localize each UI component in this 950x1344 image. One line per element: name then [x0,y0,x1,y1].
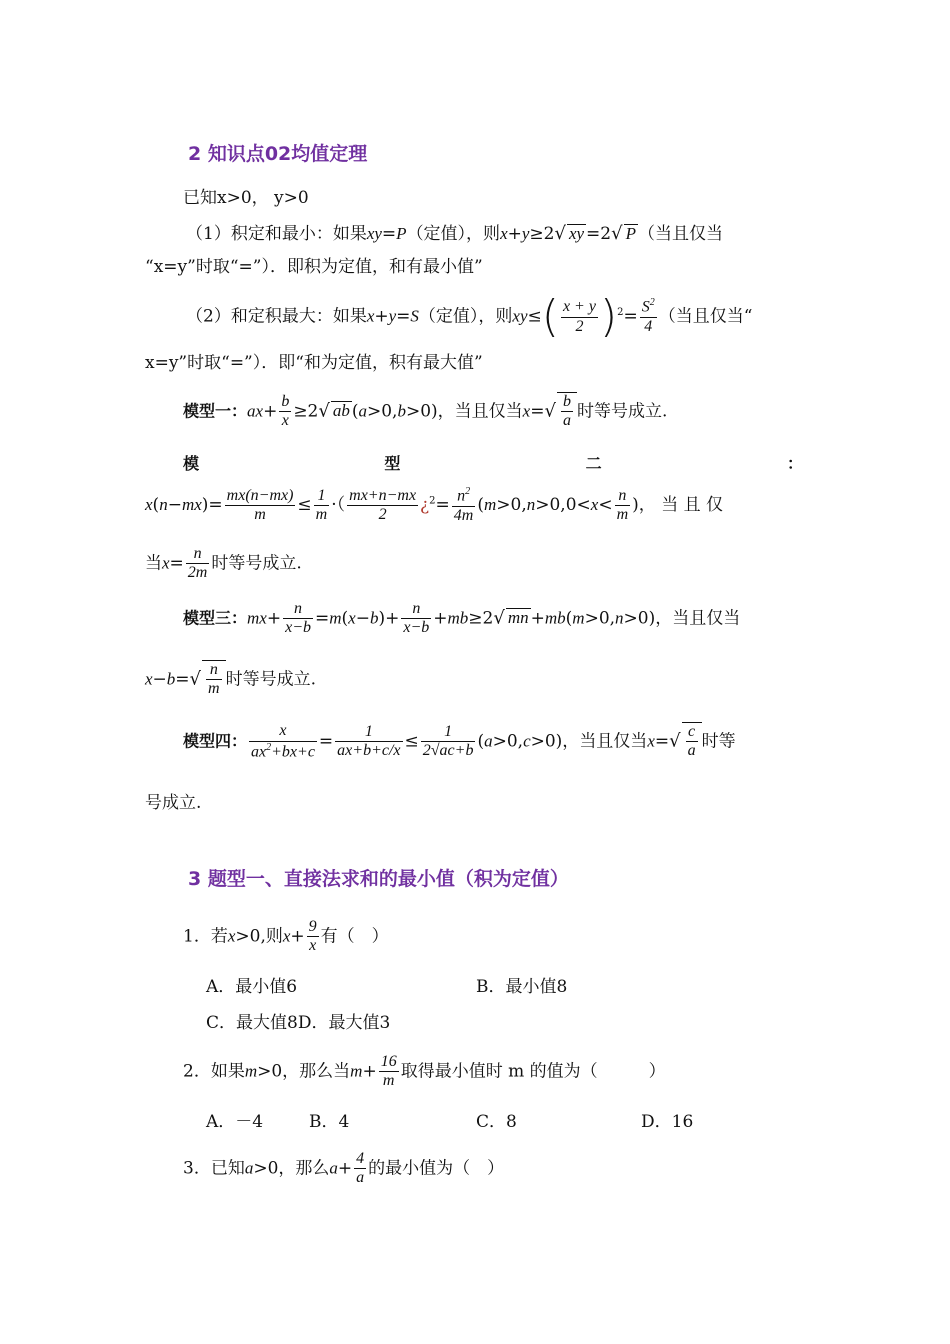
q2-option-c: C．8 [476,1112,517,1132]
q1-option-a: A．最小值6 [206,977,298,997]
question-2: 2．如果m>0，那么当m+ $\frac{16}{m}$ 取得最小值时 m 的值为（ ） [183,1053,666,1090]
model3-line2: x−b=√ $\frac{n}{m}$ 时等号成立. [145,661,316,698]
section-3-heading: 3 题型一、直接法求和的最小值（积为定值） [188,868,569,890]
item1-line2: “x=y”时取“=”）．即积为定值，和有最小值” [145,257,483,277]
item2-line2: x=y”时取“=”）．即“和为定值，积有最大值” [145,353,483,373]
model4-line2: 号成立. [145,793,202,813]
model4-line: 模型四： $\frac{x}{ax^2+bx+c}$ = $\frac{1}{ax+b+c/x}$ ≤ $\frac{1}{2√ac+b}$ (a>0,c>0)，当且仅当x=√ $\frac{c}{a}$ 时等 [183,722,736,761]
question-1: 1．若x>0,则x+ $\frac{9}{x}$ 有（ ） [183,918,389,955]
model2-line2: 当x= $\frac{n}{2m}$ 时等号成立. [145,545,302,582]
model2-formula: x(n−mx)= $\frac{mx(n-mx)}{m}$ ≤ $\frac{1}{m}$ ·（ $\frac{mx+n-mx}{2}$ ¿$^2$= $\frac{n^2}{4m}$ (m>0,n>0,0<x< $\frac{n}{m}$ )， 当 且 仅 [145,486,723,524]
item2-line: （2）和定积最大：如果x+y=S（定值），则xy≤( $\frac{x + y}{2}$ )$^2$= $\frac{S^2}{4}$ （当且仅当“ [186,291,753,342]
q1-option-cd: C．最大值8D．最大值3 [206,1013,391,1033]
item1-line: （1）积定和最小：如果xy=P（定值），则x+y≥2√ xy =2√ P （当且仅当 [186,223,723,244]
model2-label: 模 型 二 ： [183,454,803,473]
q2-option-d: D．16 [641,1112,694,1132]
q2-option-b: B．4 [309,1112,350,1132]
q2-option-a: A．－4 [206,1112,264,1132]
model1-line: 模型一：ax+ $\frac{b}{x}$ ≥2√ ab (a>0,b>0)，当且仅当x=√ $\frac{b}{a}$ 时等号成立. [183,393,668,430]
given-line: 已知x>0， y>0 [183,188,309,208]
question-3: 3．已知a>0，那么a+ $\frac{4}{a}$ 的最小值为（ ） [183,1150,505,1187]
q1-option-b: B．最小值8 [476,977,568,997]
model3-line: 模型三：mx+ $\frac{n}{x-b}$ =m(x−b)+ $\frac{n}{x-b}$ +mb≥2√ mn +mb(m>0,n>0)，当且仅当 [183,600,741,637]
section-2-heading: 2 知识点02均值定理 [188,143,368,165]
